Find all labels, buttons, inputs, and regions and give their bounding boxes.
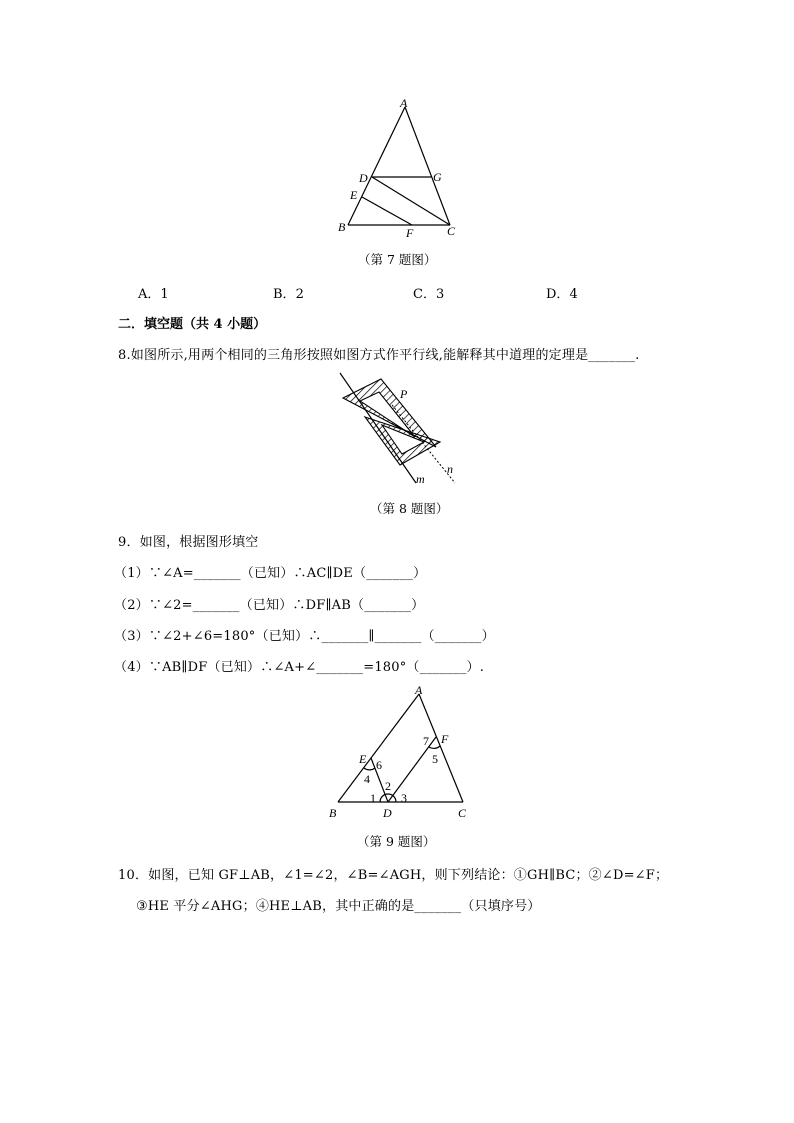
option-c-letter: C．	[413, 287, 436, 302]
figure-7-caption: （第 7 题图）	[358, 252, 437, 267]
label-E-fig7: E	[350, 188, 358, 202]
label-D-fig9: D	[383, 806, 392, 820]
option-b-value: 2	[295, 287, 304, 302]
label-angle-7: 7	[423, 734, 429, 748]
option-d-value: 4	[569, 287, 578, 302]
option-a-letter: A．	[138, 287, 161, 302]
figure-7	[330, 95, 470, 240]
label-A-fig7: A	[400, 96, 408, 110]
label-C-fig7: C	[447, 224, 456, 238]
figure-8	[330, 365, 465, 490]
option-c-value: 3	[435, 287, 445, 302]
segment-AC	[405, 107, 450, 225]
option-a[interactable]	[138, 283, 169, 302]
option-b-letter: B．	[273, 287, 296, 302]
label-angle-5: 5	[432, 752, 438, 766]
label-angle-4: 4	[364, 772, 370, 786]
label-angle-6: 6	[376, 758, 382, 772]
label-P-fig8: P	[400, 387, 408, 401]
figure-9-caption: （第 9 题图）	[357, 834, 436, 849]
option-d[interactable]	[546, 283, 578, 302]
option-a-value: 1	[160, 287, 169, 302]
section-2-heading: 二．填空题（共 4 小题）	[118, 317, 267, 332]
label-F-fig9: F	[441, 732, 449, 746]
label-m-fig8: m	[416, 472, 425, 486]
question-9-line-2: （2）∵∠2=_______（已知）∴DF∥AB（_______）	[114, 598, 425, 613]
question-10-line-2: ③HE 平分∠AHG；④HE⊥AB，其中正确的是_______（只填序号）	[136, 899, 541, 914]
label-B-fig7: B	[338, 220, 346, 234]
label-angle-3: 3	[401, 791, 407, 805]
label-E-fig9: E	[359, 752, 367, 766]
label-C-fig9: C	[458, 806, 467, 820]
label-A-fig9: A	[415, 683, 423, 697]
question-9-line-4: （4）∵AB∥DF（已知）∴∠A+∠_______=180°（_______）.	[114, 660, 485, 675]
question-9-line-1: （1）∵∠A=_______（已知）∴AC∥DE（_______）	[114, 566, 427, 581]
segment-EF	[362, 197, 412, 225]
label-angle-2: 2	[385, 779, 391, 793]
angle-arc-E	[364, 768, 375, 770]
question-9-intro: 9．如图，根据图形填空	[118, 535, 259, 550]
angle-arc-F	[429, 746, 440, 748]
label-angle-1: 1	[370, 791, 376, 805]
label-n-fig8: n	[447, 462, 453, 476]
option-c[interactable]	[413, 283, 444, 302]
triangle-ruler-lower	[365, 417, 440, 465]
label-G-fig7: G	[433, 170, 442, 184]
question-8-text: 8.如图所示,用两个相同的三角形按照如图方式作平行线,能解释其中道理的定理是_______.	[118, 348, 640, 363]
segment-AB	[338, 694, 419, 802]
label-D-fig7: D	[359, 171, 368, 185]
label-B-fig9: B	[329, 806, 337, 820]
question-10-line-1: 10．如图，已知 GF⊥AB，∠1=∠2，∠B=∠AGH，则下列结论：①GH∥BC；②∠D=∠F；	[118, 868, 669, 883]
question-9-line-3: （3）∵∠2+∠6=180°（已知）∴_______∥_______（_______）	[114, 629, 495, 644]
figure-8-caption: （第 8 题图）	[370, 501, 449, 516]
label-F-fig7: F	[406, 226, 414, 240]
segment-AB	[348, 107, 405, 225]
option-d-letter: D．	[546, 287, 570, 302]
option-b[interactable]	[273, 283, 304, 302]
